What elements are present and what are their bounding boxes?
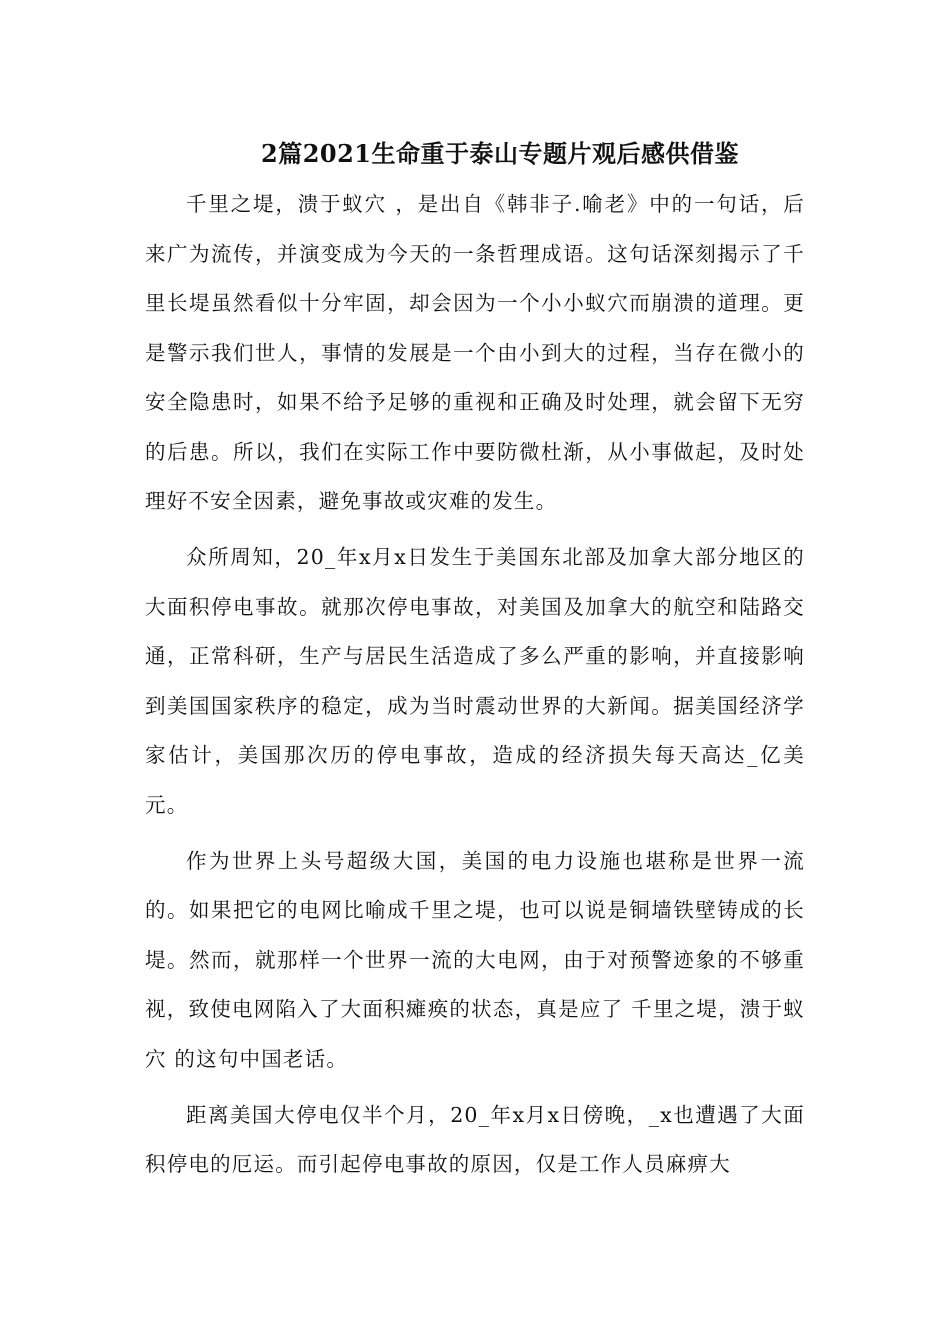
paragraph-1: 千里之堤，溃于蚁穴 ，是出自《韩非子.喻老》中的一句话，后来广为流传，并演变成为今天的一条哲理成语。这句话深刻揭示了千里长堤虽然看似十分牢固，却会因为一个小小蚁穴而崩溃的道理。更是警示我们世人，事情的发展是一个由小到大的过程，当存在微小的安全隐患时，如果不给予足够的重视和正确及时处理，就会留下无穷的后患。所以，我们在实际工作中要防微杜渐，从小事做起，及时处理好不安全因素，避免事故或灾难的发生。: [145, 192, 805, 513]
paragraph-3: 作为世界上头号超级大国，美国的电力设施也堪称是世界一流的。如果把它的电网比喻成千里之堤，也可以说是铜墙铁壁铸成的长堤。然而，就那样一个世界一流的大电网，由于对预警迹象的不够重视，致使电网陷入了大面积瘫痪的状态，真是应了 千里之堤，溃于蚁穴 的这句中国老话。: [145, 848, 805, 1071]
document-title: 2篇2021生命重于泰山专题片观后感供借鉴: [261, 139, 739, 168]
paragraph-2: 众所周知，20_年x月x日发生于美国东北部及加拿大部分地区的大面积停电事故。就那次停电事故，对美国及加拿大的航空和陆路交通，正常科研，生产与居民生活造成了多么严重的影响，并直接影响到美国国家秩序的稳定，成为当时震动世界的大新闻。据美国经济学家估计，美国那次历的停电事故，造成的经济损失每天高达_亿美元。: [145, 545, 805, 817]
document-body: [145, 180, 805, 1190]
paragraph-4: 距离美国大停电仅半个月，20_年x月x日傍晚，_x也遭遇了大面积停电的厄运。而引起停电事故的原因，仅是工作人员麻痹大: [145, 1102, 805, 1176]
